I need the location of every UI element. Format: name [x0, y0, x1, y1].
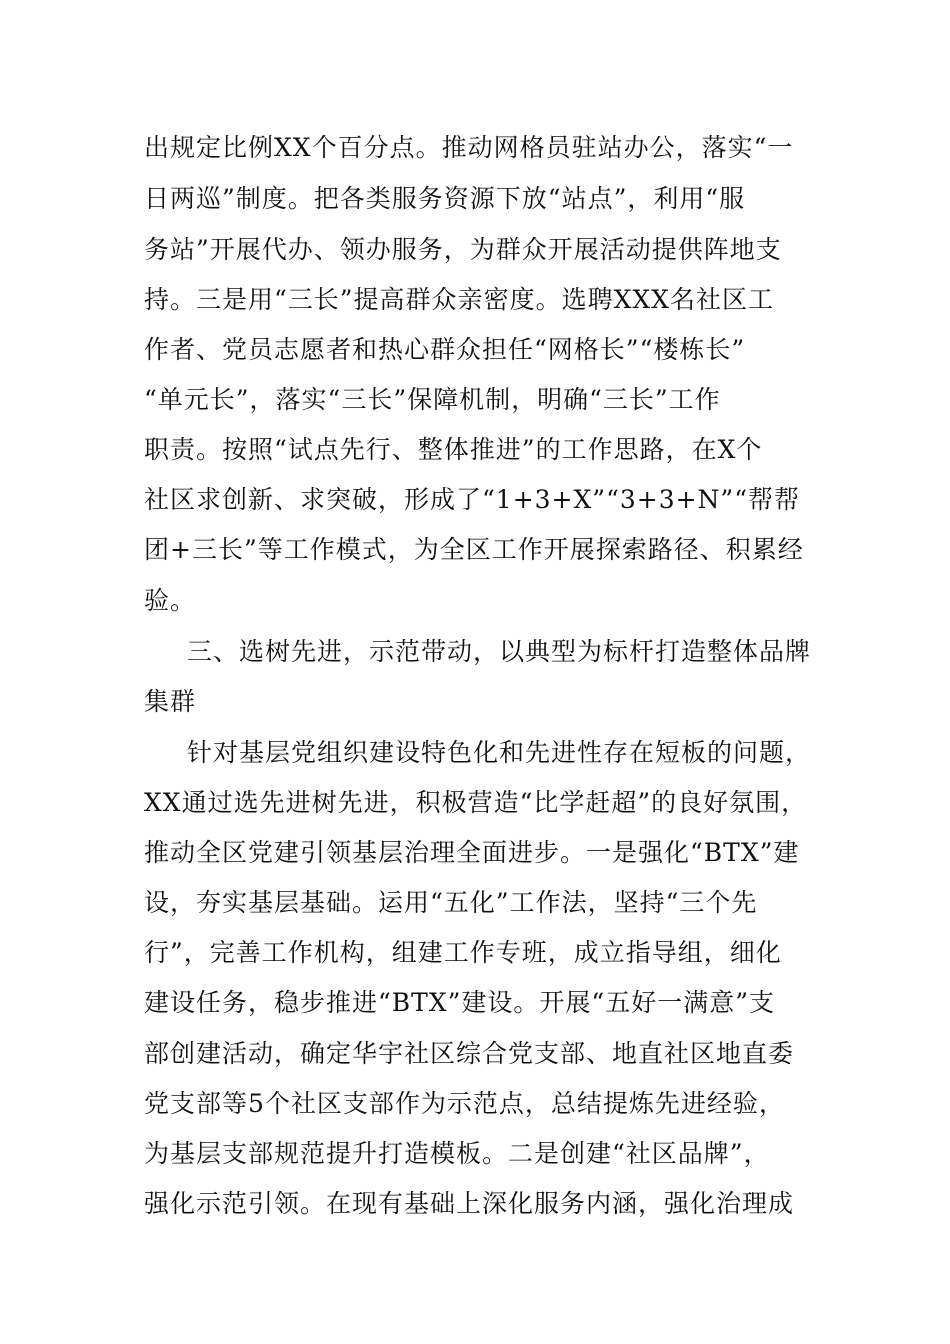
text-line-5: 作者、党员志愿者和热心群众担任“网格长”“楼栋长” — [144, 335, 746, 364]
section-heading: 三、选树先进，示范带动，以典型为标杆打造整体品牌 — [187, 637, 812, 666]
text-line-9: 团+三长”等工作模式，为全区工作开展探索路径、积累经 — [144, 535, 804, 564]
text-line-3: 务站”开展代办、领办服务，为群众开展活动提供阵地支 — [144, 235, 782, 264]
text-line-15: 推动全区党建引领基层治理全面进步。一是强化“BTX”建 — [144, 838, 800, 867]
text-line-2: 日两巡”制度。把各类服务资源下放“站点”，利用“服 — [144, 184, 746, 213]
text-line-17: 行”，完善工作机构，组建工作专班，成立指导组，细化 — [144, 938, 782, 967]
text-line-18: 建设任务，稳步推进“BTX”建设。开展“五好一满意”支 — [144, 988, 775, 1017]
text-line-10: 验。 — [144, 586, 197, 615]
text-line-20: 党支部等5个社区支部作为示范点，总结提炼先进经验， — [144, 1089, 785, 1118]
text-line-16: 设，夯实基层基础。运用“五化”工作法，坚持“三个先 — [144, 888, 758, 917]
text-line-6: “单元长”，落实“三长”保障机制，明确“三长”工作 — [144, 385, 721, 414]
text-line-19: 部创建活动，确定华宇社区综合党支部、地直社区地直委 — [144, 1039, 795, 1068]
text-line-4: 持。三是用“三长”提高群众亲密度。选聘XXX名社区工 — [144, 285, 774, 314]
text-line-7: 职责。按照“试点先行、整体推进”的工作思路，在X个 — [144, 435, 763, 464]
text-line-13: 针对基层党组织建设特色化和先进性存在短板的问题， — [187, 738, 812, 767]
text-line-14: XX通过选先进树先进，积极营造“比学赶超”的良好氛围， — [144, 788, 808, 817]
text-line-1: 出规定比例XX个百分点。推动网格员驻站办公，落实“一 — [144, 133, 794, 162]
text-line-8: 社区求创新、求突破，形成了“1+3+X”“3+3+N”“帮帮 — [144, 485, 800, 514]
text-line-21: 为基层支部规范提升打造模板。二是创建“社区品牌”， — [144, 1139, 770, 1168]
section-heading-continued: 集群 — [144, 687, 197, 716]
text-line-22: 强化示范引领。在现有基础上深化服务内涵，强化治理成 — [144, 1189, 795, 1218]
